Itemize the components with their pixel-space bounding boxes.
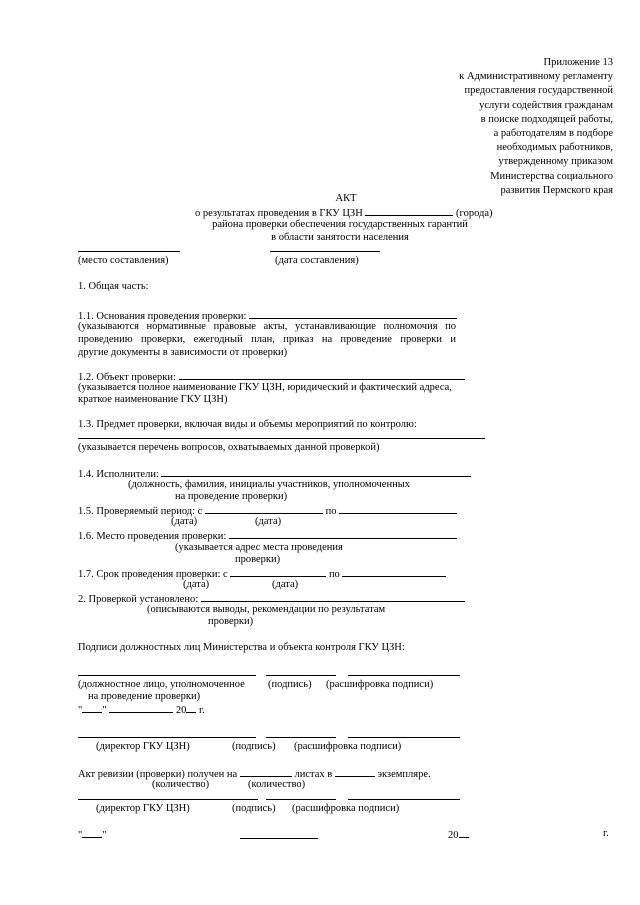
section-2-hint-1: (описываются выводы, рекомендации по результатам	[147, 604, 386, 615]
term-from-blank[interactable]	[230, 566, 326, 577]
section-1-3-hint: (указывается перечень вопросов, охватываемых данной проверкой)	[78, 442, 380, 453]
sig2-role-label: (директор ГКУ ЦЗН)	[96, 741, 190, 752]
place-blank[interactable]	[78, 251, 180, 252]
section-1-6-label: 1.6. Место проведения проверки:	[78, 528, 457, 543]
section-1-4-label: 1.4. Исполнители:	[78, 466, 471, 481]
grounds-blank[interactable]	[249, 308, 457, 319]
period-from-date-label: (дата)	[171, 516, 198, 527]
section-1-2-hint-2: краткое наименование ГКУ ЦЗН)	[78, 394, 228, 405]
header-line: утвержденному приказом	[498, 156, 613, 168]
header-line: Министерства социального	[490, 170, 613, 182]
sig3-sign-blank[interactable]	[266, 799, 336, 800]
header-line: Приложение 13	[543, 57, 613, 68]
receipt-qty-1: (количество)	[152, 779, 210, 790]
section-1-7-label: 1.7. Срок проведения проверки: с по	[78, 566, 446, 581]
signatures-title: Подписи должностных лиц Министерства и объекта контроля ГКУ ЦЗН:	[78, 642, 405, 653]
header-block	[459, 56, 613, 198]
receipt-line: Акт ревизии (проверки) получен на листах в экземпляре.	[78, 766, 431, 781]
footer-year: 20	[448, 827, 469, 842]
section-1-3-label: 1.3. Предмет проверки, включая виды и объемы мероприятий по контролю:	[78, 419, 417, 430]
period-from-blank[interactable]	[205, 503, 323, 514]
title-akt: АКТ	[335, 193, 357, 204]
title-line-2: о результатах проведения в ГКУ ЦЗН (города)	[195, 205, 493, 220]
sig3-role-blank[interactable]	[78, 799, 258, 800]
sig2-decode-label: (расшифровка подписи)	[294, 741, 402, 752]
sig1-role-label-2: на проведение проверки)	[88, 691, 201, 702]
section-2-hint-2: проверки)	[208, 616, 254, 627]
section-1-2-label: 1.2. Объект проверки:	[78, 369, 465, 384]
section-1-4-hint-1: (должность, фамилия, инициалы участников, уполномоченных	[128, 479, 410, 490]
header-line: к Административному регламенту	[459, 71, 613, 83]
day-blank[interactable]	[82, 702, 102, 713]
term-to-blank[interactable]	[342, 566, 446, 577]
footer-day-blank[interactable]	[82, 827, 102, 838]
date-blank[interactable]	[270, 251, 380, 252]
subject-blank[interactable]	[78, 438, 485, 439]
section-1-2-hint-1: (указывается полное наименование ГКУ ЦЗН, юридический и фактический адреса,	[78, 382, 452, 393]
sig2-role-blank[interactable]	[78, 737, 256, 738]
section-1: 1. Общая часть:	[78, 281, 149, 292]
place-of-check-blank[interactable]	[229, 528, 457, 539]
term-from-date-label: (дата)	[183, 579, 210, 590]
section-1-6-hint-2: проверки)	[235, 554, 281, 565]
sig1-sign-label: (подпись)	[268, 679, 312, 690]
findings-blank[interactable]	[201, 591, 465, 602]
sheets-blank[interactable]	[240, 766, 292, 777]
place-label: (место составления)	[78, 255, 169, 266]
section-1-6-hint-1: (указывается адрес места проведения	[175, 542, 343, 553]
period-to-blank[interactable]	[339, 503, 457, 514]
header-line: в поиске подходящей работы,	[480, 113, 613, 125]
executors-blank[interactable]	[161, 466, 471, 477]
sig3-role-label: (директор ГКУ ЦЗН)	[96, 803, 190, 814]
sig1-role-blank[interactable]	[78, 675, 256, 676]
sig1-date-line: " " 20 г.	[78, 702, 205, 717]
sig3-sign-label: (подпись)	[232, 803, 276, 814]
term-to-date-label: (дата)	[272, 579, 299, 590]
sig1-sign-blank[interactable]	[266, 675, 336, 676]
copies-blank[interactable]	[335, 766, 375, 777]
sig2-sign-blank[interactable]	[266, 737, 336, 738]
city-blank[interactable]	[365, 205, 453, 216]
period-to-date-label: (дата)	[255, 516, 282, 527]
sig3-decode-label: (расшифровка подписи)	[292, 803, 400, 814]
sig1-decode-label: (расшифровка подписи)	[326, 679, 434, 690]
header-line: а работодателям в подборе	[493, 128, 613, 140]
date-label: (дата составления)	[275, 255, 359, 266]
header-line: предоставления государственной	[464, 85, 613, 97]
title-line-4: в области занятости населения	[271, 232, 409, 243]
sig2-sign-label: (подпись)	[232, 741, 276, 752]
receipt-qty-2: (количество)	[248, 779, 306, 790]
section-1-4-hint-2: на проведение проверки)	[175, 491, 288, 502]
header-line: развития Пермского края	[500, 184, 613, 196]
sig1-role-label: (должностное лицо, уполномоченное	[78, 679, 245, 690]
title-line-3: района проверки обеспечения государственных гарантий	[212, 219, 468, 230]
section-1-5-label: 1.5. Проверяемый период: с по	[78, 503, 457, 518]
section-2-label: 2. Проверкой установлено:	[78, 591, 465, 606]
header-line: услуги содействия гражданам	[479, 99, 613, 111]
footer-month-blank[interactable]	[240, 838, 318, 839]
section-1-1-hint: (указываются нормативные правовые акты, устанавливающие полномочия по проведению проверки, ежегодный план, приказ на проведение проверки и другие документы в зависимости от проверки)	[78, 321, 456, 358]
footer-year-blank[interactable]	[459, 827, 469, 838]
year-blank[interactable]	[186, 702, 196, 713]
sig2-decode-blank[interactable]	[348, 737, 460, 738]
object-blank[interactable]	[179, 369, 465, 380]
sig3-decode-blank[interactable]	[348, 799, 460, 800]
header-line: необходимых работников,	[496, 142, 613, 154]
sig1-decode-blank[interactable]	[348, 675, 460, 676]
month-blank[interactable]	[109, 702, 173, 713]
footer-suffix: г.	[603, 828, 609, 839]
footer-day: " "	[78, 827, 107, 842]
section-1-1-label: 1.1. Основания проведения проверки:	[78, 308, 457, 323]
